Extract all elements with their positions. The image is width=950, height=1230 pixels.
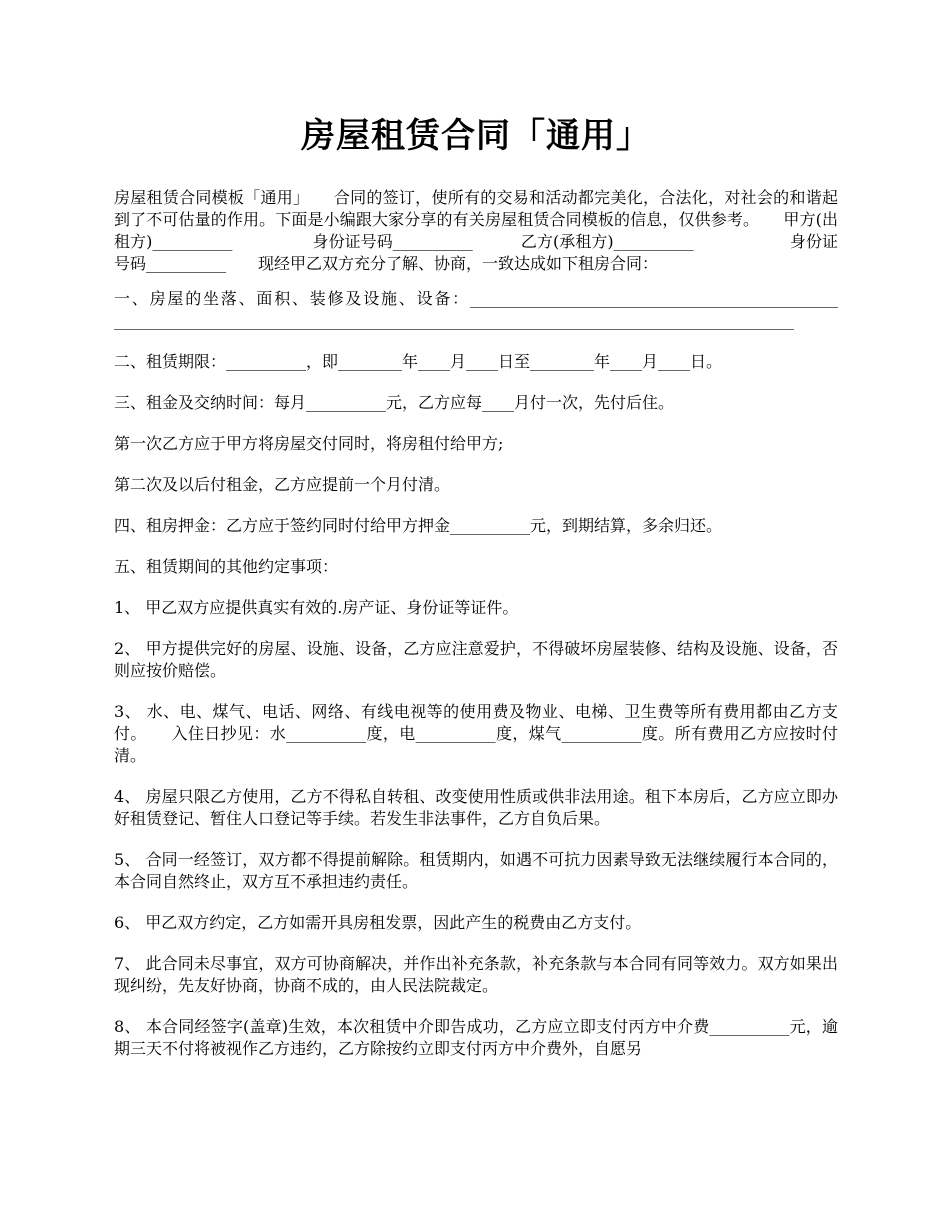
term-item-5: 5、 合同一经签订，双方都不得提前解除。租赁期内，如遇不可抗力因素导致无法继续履行本合同的，本合同自然终止，双方互不承担违约责任。 (114, 850, 838, 891)
rent-first-payment: 第一次乙方应于甲方将房屋交付同时，将房租付给甲方; (114, 434, 504, 453)
term-item-2: 2、 甲方提供完好的房屋、设施、设备，乙方应注意爱护，不得破坏房屋装修、结构及设施、设备，否则应按价赔偿。 (114, 639, 838, 680)
clause-rent-payment: 三、租金及交纳时间：每月__________元，乙方应每____月付一次，先付后住。 (114, 393, 675, 412)
clause-lease-term: 二、租赁期限：__________，即________年____月____日至________年____月____日。 (114, 352, 723, 371)
term-item-3: 3、 水、电、煤气、电话、网络、有线电视等的使用费及物业、电梯、卫生费等所有费用都由乙方支付。 入住日抄见：水__________度，电__________度，煤气__________度。所有费用乙方应按时付清。 (114, 702, 838, 765)
clause-property-location: 一、房屋的坐落、面积、装修及设施、设备：______________________________________________ _____________________________________________________________________________________ (114, 289, 871, 330)
rent-subsequent-payment: 第二次及以后付租金，乙方应提前一个月付清。 (114, 475, 451, 494)
term-item-7: 7、 此合同未尽事宜，双方可协商解决，并作出补充条款，补充条款与本合同有同等效力。双方如果出现纠纷，先友好协商，协商不成的，由人民法院裁定。 (114, 954, 838, 995)
clause-deposit: 四、租房押金：乙方应于签约同时付给甲方押金__________元，到期结算，多余归还。 (114, 516, 723, 535)
term-item-4: 4、 房屋只限乙方使用，乙方不得私自转租、改变使用性质或供非法用途。租下本房后，乙方应立即办好租赁登记、暂住人口登记等手续。若发生非法事件，乙方自负后果。 (114, 787, 838, 828)
clause-other-terms: 五、租赁期间的其他约定事项： (114, 557, 339, 576)
term-item-1: 1、 甲乙双方应提供真实有效的.房产证、身份证等证件。 (114, 598, 519, 617)
term-item-8: 8、 本合同经签字(盖章)生效，本次租赁中介即告成功，乙方应立即支付丙方中介费__________元，逾期三天不付将被视作乙方违约，乙方除按约立即支付丙方中介费外，自愿另 (114, 1017, 838, 1058)
document-title: 房屋租赁合同「通用」 (301, 116, 651, 156)
term-item-6: 6、 甲乙双方约定，乙方如需开具房租发票，因此产生的税费由乙方支付。 (114, 913, 642, 932)
intro-paragraph: 房屋租赁合同模板「通用」 合同的签订，使所有的交易和活动都完美化，合法化，对社会的和谐起到了不可估量的作用。下面是小编跟大家分享的有关房屋租赁合同模板的信息，仅供参考。 甲方(出租方)__________ 身份证号码__________ 乙方(承租方)__________ 身份证号码__________ 现经甲乙双方充分了解、协商，一致达成如下租房合同： (114, 188, 838, 273)
